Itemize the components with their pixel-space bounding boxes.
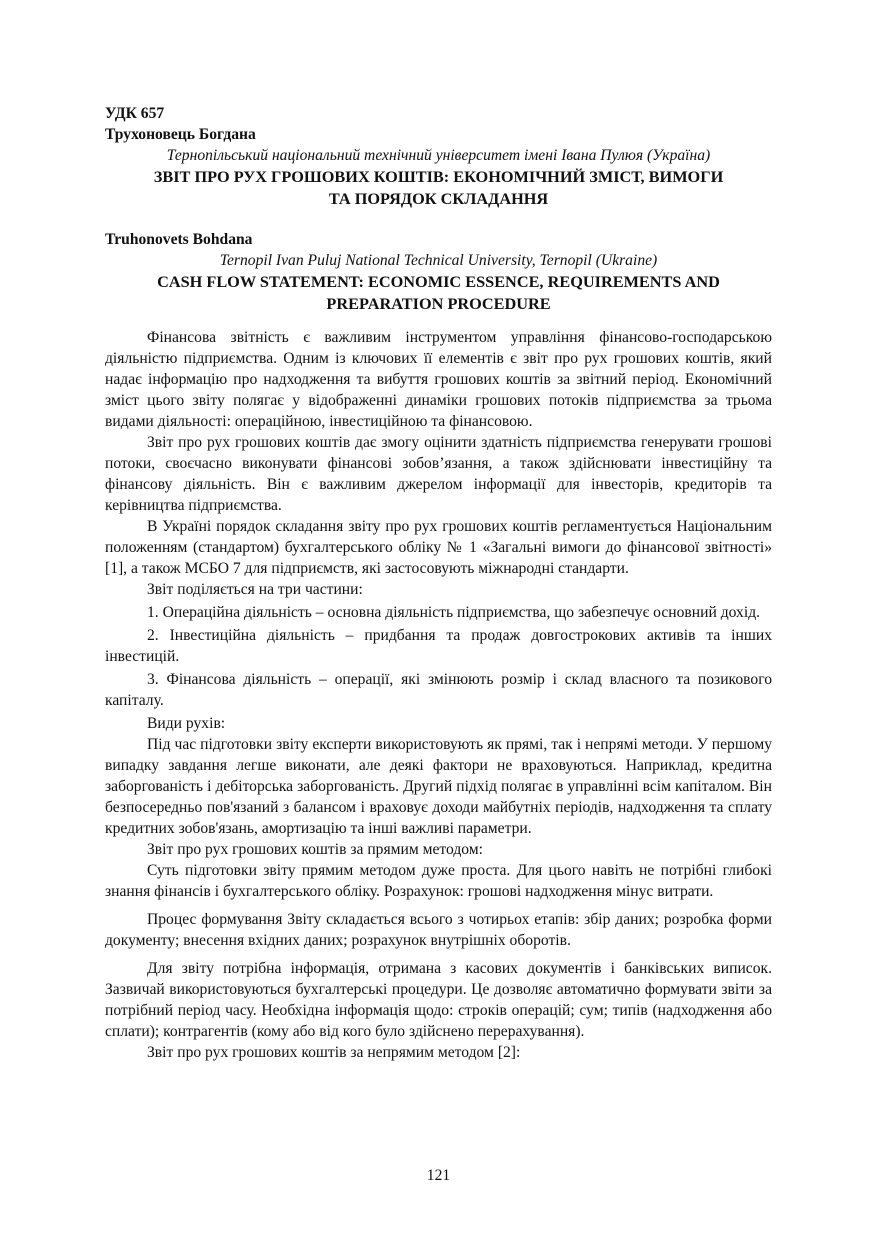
paragraph-intro: Фінансова звітність є важливим інструментом управління фінансово-господарською діяльністю підприємства. Одним із ключових її елементів є звіт про рух грошових коштів, який надає інформацію про надходження та вибуття грошових коштів за звітний період. Економічний зміст цього звіту полягає у відображенні динаміки грошових потоків підприємства за трьома видами діяльності: операційною, інвестиційною та фінансовою. (105, 329, 772, 430)
title-english-line-2: PREPARATION PROCEDURE (326, 294, 551, 313)
section-gap (105, 315, 772, 327)
paragraph-stages: Процес формування Звіту складається всього з чотирьох етапів: збір даних; розробка форми документу; внесення вхідних даних; розрахунок внутрішніх оборотів. (105, 911, 772, 949)
paragraph-direct-method-essence: Суть підготовки звіту прямим методом дуже проста. Для цього навіть не потрібні глибокі знання фінансів і бухгалтерського обліку. Розрахунок: грошові надходження мінус витрати. (105, 862, 772, 900)
page-number: 121 (426, 1167, 451, 1184)
list-item-operating: 1. Операційна діяльність – основна діяльність підприємства, що забезпечує основний дохід. (147, 604, 761, 621)
paper-page (105, 103, 772, 1063)
author-english: Truhonovets Bohdana (105, 231, 253, 248)
section-gap (105, 210, 772, 229)
paragraph-indirect-method-heading: Звіт про рух грошових коштів за непрямим методом [2]: (147, 1044, 521, 1061)
paragraph-direct-method-heading: Звіт про рух грошових коштів за прямим методом: (147, 841, 483, 858)
paragraph-movement-types: Види рухів: (147, 715, 226, 732)
list-item-financing: 3. Фінансова діяльність – операції, які змінюють розмір і склад власного та позикового капіталу. (105, 671, 772, 709)
affiliation-ukrainian: Тернопільський національний технічний університет імені Івана Пулюя (Україна) (166, 147, 711, 164)
udc-code: УДК 657 (105, 105, 165, 122)
list-item-investing: 2. Інвестиційна діяльність – придбання та продаж довгострокових активів та інших інвестицій. (105, 627, 772, 665)
affiliation-english: Ternopil Ivan Puluj National Technical University, Ternopil (Ukraine) (219, 252, 658, 269)
title-ukrainian-line-1: ЗВІТ ПРО РУХ ГРОШОВИХ КОШТІВ: ЕКОНОМІЧНИЙ ЗМІСТ, ВИМОГИ (153, 167, 724, 186)
paragraph-purpose: Звіт про рух грошових коштів дає змогу оцінити здатність підприємства генерувати грошові потоки, своєчасно виконувати фінансові зобов’язання, а також здійснювати інвестиційну та фінансову діяльність. Він є важливим джерелом інформації для інвесторів, кредиторів та керівництва підприємства. (105, 434, 772, 514)
title-english-line-1: CASH FLOW STATEMENT: ECONOMIC ESSENCE, REQUIREMENTS AND (157, 272, 720, 291)
paragraph-information-sources: Для звіту потрібна інформація, отримана з касових документів і банківських виписок. Зазвичай використовуються бухгалтерські процедури. Це дозволяє автоматично формувати звіти за потрібний період часу. Необхідна інформація щодо: строків операцій; сум; типів (надходження або сплати); контрагентів (кому або від кого було здійснено перерахування). (105, 960, 772, 1040)
title-ukrainian-line-2: ТА ПОРЯДОК СКЛАДАННЯ (328, 189, 549, 208)
paragraph-parts-heading: Звіт поділяється на три частини: (147, 581, 363, 598)
author-ukrainian: Трухоновець Богдана (105, 126, 256, 143)
paragraph-methods: Під час підготовки звіту експерти використовують як прямі, так і непрямі методи. У першому випадку завдання легше виконати, але деякі фактори не враховуються. Наприклад, кредитна заборгованість і дебіторська заборгованість. Другий підхід полягає в управлінні всім капіталом. Він безпосередньо пов'язаний з балансом і враховує доходи майбутніх періодів, надходження та сплату кредитних зобов'язань, амортизацію та інші важливі параметри. (105, 736, 772, 837)
paragraph-regulation: В Україні порядок складання звіту про рух грошових коштів регламентується Національним положенням (стандартом) бухгалтерського обліку № 1 «Загальні вимоги до фінансової звітності» [1], а також МСБО 7 для підприємств, які застосовують міжнародні стандарти. (105, 518, 772, 577)
